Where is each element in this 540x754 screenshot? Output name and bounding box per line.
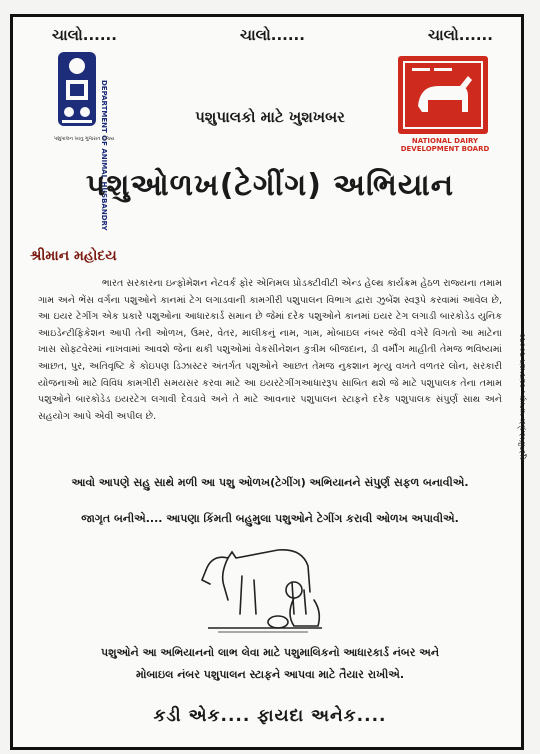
department-caption: પશુપાલન ખાતુ ગુજરાત રાજ્ય (54, 136, 115, 142)
good-news-heading: પશુપાલકો માટે ખુશખબર (195, 108, 345, 126)
chalo-left: ચાલો...... (52, 26, 117, 44)
farmer-with-cow-icon (198, 530, 330, 634)
chalo-center: ચાલો...... (240, 26, 305, 44)
instruction-line-2: મોબાઇલ નંબર પશુપાલન સ્ટાફને આપવા માટે તૈયાર રાખીએ. (135, 668, 405, 681)
nddb-name (398, 137, 492, 153)
appeal-line-2: જાગૃત બનીએ.... આપણા કિંમતી બહુમુલા પશુઓને ટેગીંગ કરાવી ઓળખ અપાવીએ. (81, 512, 459, 525)
body-text: ભારત સરકારના ઇન્ફોમેશન નેટવર્ક ફોર એનિમલ પ્રોડક્ટીવીટી એન્ડ હેલ્થ કાર્યક્રમ હેઠળ રાજ્યના તમામ ગામ અને ભેંસ વર્ગના પશુઓને કાનમાં ટેગ લગાડવાની કામગીરી પશુપાલન વિભાગ દ્વારા ઝુબેંશ સ્વરૂપે કરવામાં આવેલ છે, આ ઇયર ટેગીંગ એક પ્રકારે પશુઓના આધારકાર્ડ સમાન છે જેમાં દરેક પશુઓને કાનમાં ઇયર ટેગ લગાડી બારકોડેડ યુનિક આઇડેન્ટીફિકેશન આપી તેની ઓળખ, ઉમર, વેતર, માલીકનું નામ, ગામ, મોબાઇલ નંબર જેવી વગેરે વિગતો આ માટેના ખાસ સોફ્ટવેરમાં નાખવામાં આવશે જેના થકી પશુઓમાં વેકસીનેશન કુત્રીમ બીજદાન, ડી વર્મીંગ માહીતી તેમજ ભવિષ્યમાં આછત, પુર, અતિવૃષ્ટિ કે કોઇપણ ડિઝાસ્ટર અંતર્ગત પશુઓને આછત તેમજ નુકશાન મૃત્યુ વખતે વળતર લોન, સરકારી યોજનાઓ માટે વિવિધ કામગીરી સમયસર કરવા માટે આ ઇયરટેગીંગઆધારરૂપ સાબિત થશે જે માટે પશુપાલક તેના તમામ પશુઓને બારકોડેડ ઇયરટેગ લગાવી દેવડાવે અને તે માટે આવનાર પશુપાલન સ્ટાફને દરેક પશુપાલક સંપુર્ણ સાથ અને સહયોગ આપે એવી અપીલ છે. (38, 278, 502, 422)
nddb-logo (398, 56, 492, 154)
appeal-line-1: આવો આપણે સહુ સાથે મળી આ પશુ ઓળખ(ટેગીંગ) અભિયાનને સંપુર્ણ સફળ બનાવીએ. (71, 476, 469, 489)
farmer-with-cow-illustration (198, 530, 330, 634)
nddb-line-1: NATIONAL DAIRY (411, 137, 479, 145)
slogan: કડી એક.... ફાયદા અનેક.... (153, 706, 387, 726)
printer-side-note: મુરલીધર.પ્રેસ-પાલણ : ૯૪૨૫૪૧ ૨૦૦૨૯ (518, 333, 527, 460)
nddb-line-2: DEVELOPMENT BOARD (400, 145, 490, 153)
instruction-line-1: પશુઓને આ અભિયાનનો લાભ લેવા માટે પશુમાલિકનો આધારકાર્ડ નંબર અને (100, 646, 440, 659)
body-paragraph (38, 276, 502, 425)
salutation: શ્રીમાન મહોદય (30, 248, 117, 264)
page-title: પશુઓળખ(ટેગીંગ) અભિયાન (85, 168, 455, 203)
department-vertical-text: DEPARTMENT OF ANIMAL HUSBANDRY (100, 80, 108, 231)
animal-husbandry-logo (44, 50, 128, 150)
chalo-right: ચાલો...... (428, 26, 493, 44)
